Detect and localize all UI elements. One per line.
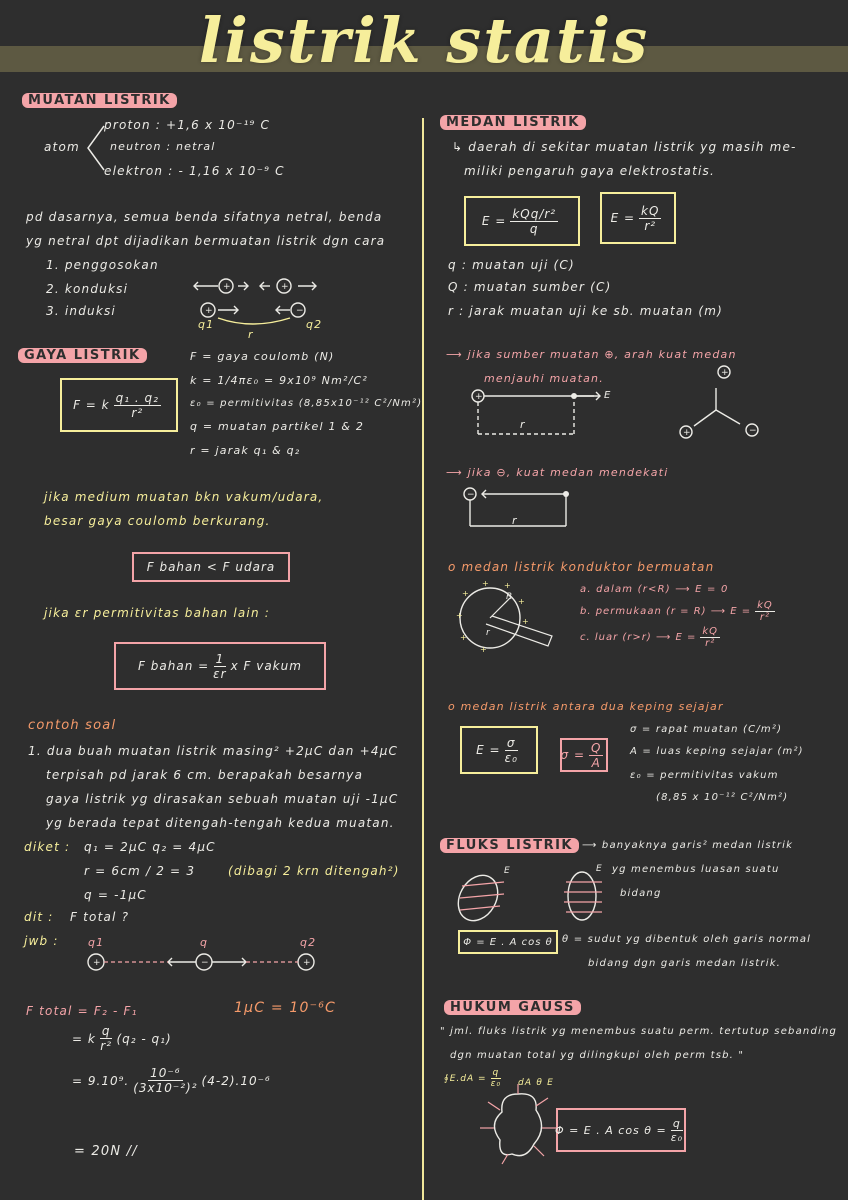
step2-den: (3x10⁻²)² — [133, 1081, 198, 1095]
medan-def: r : jarak muatan uji ke sb. muatan (m) — [448, 304, 723, 318]
gaya-def: k = 1/4πε₀ = 9x10⁹ Nm²/C² — [190, 374, 369, 387]
svg-text:+: + — [205, 306, 213, 316]
step1 — [72, 1024, 172, 1053]
coulomb-formula-box — [60, 378, 178, 432]
gauss-f-left: Φ = E . A cos θ = — [554, 1123, 667, 1137]
positive-line-2: menjauhi muatan. — [484, 372, 604, 385]
gauss-int-den: ε₀ — [490, 1079, 502, 1089]
positive-line-1: ⟶ jika sumber muatan ⊕, arah kuat medan — [446, 348, 737, 361]
heading-contoh-soal: contoh soal — [28, 718, 117, 733]
dit-label: dit : — [24, 910, 54, 924]
gaya-def: q = muatan partikel 1 & 2 — [190, 420, 365, 433]
gauss-surface-diagram — [478, 1088, 558, 1164]
method-item: 2. konduksi — [46, 282, 129, 296]
svg-text:+: + — [460, 633, 467, 642]
step2 — [72, 1066, 271, 1095]
soal-line: yg berada tepat ditengah-tengah kedua muatan. — [46, 816, 395, 830]
elektron-line: elektron : - 1,16 x 10⁻⁹ C — [104, 164, 285, 178]
method-item: 3. induksi — [46, 304, 116, 318]
konduktor-diagram — [452, 578, 562, 658]
step1-den: r² — [100, 1039, 113, 1053]
svg-text:+: + — [683, 428, 691, 438]
gauss-f-den: ε₀ — [670, 1130, 684, 1144]
coulomb-formula-num: q₁ . q₂ — [115, 390, 159, 405]
dit-value: F total ? — [70, 910, 130, 924]
gauss-quote-1: " jml. fluks listrik yg menembus suatu perm. tertutup sebanding — [440, 1026, 838, 1037]
soal-line: 1. dua buah muatan listrik masing² +2µC dan +4µC — [28, 744, 399, 758]
soal-line: terpisah pd jarak 6 cm. berapakah besarnya — [46, 768, 364, 782]
svg-text:+: + — [522, 617, 529, 626]
svg-text:+: + — [303, 958, 311, 968]
svg-text:−: − — [467, 490, 475, 500]
svg-text:+: + — [93, 958, 101, 968]
medan-f2-num: kQ — [641, 203, 660, 218]
induksi-q2: q2 — [306, 318, 323, 331]
medan-f1-den: q — [529, 221, 539, 236]
konduktor-r: r — [486, 628, 491, 638]
theta-line-2: bidang dgn garis medan listrik. — [588, 958, 782, 969]
neutron-line: neutron : netral — [110, 140, 216, 153]
gauss-int-num: q — [492, 1068, 500, 1078]
fluks-E-1: E — [504, 866, 511, 876]
svg-text:+: + — [482, 579, 489, 588]
gauss-int-left: ∮E.dA = — [444, 1073, 487, 1084]
diket-line-1: q₁ = 2µC q₂ = 4µC — [84, 840, 216, 854]
sigma-formula-box — [560, 738, 608, 772]
svg-text:−: − — [201, 958, 209, 968]
fbahan-left: F bahan = — [138, 659, 210, 673]
soal-line: gaya listrik yg dirasakan sebuah muatan uji -1µC — [46, 792, 399, 806]
sigma-num: Q — [591, 740, 602, 755]
keping-def: (8,85 x 10⁻¹² C²/Nm²) — [656, 792, 789, 803]
unit-conversion: 1µC = 10⁻⁶C — [234, 1000, 337, 1016]
fluks-def-1: ⟶ banyaknya garis² medan listrik — [582, 840, 794, 851]
sigma-left: σ = — [560, 748, 586, 762]
konduktor-b-num: kQ — [757, 600, 773, 611]
diket-line-3: q = -1µC — [84, 888, 147, 902]
svg-text:+: + — [518, 597, 525, 606]
ftotal-line: F total = F₂ - F₁ — [26, 1004, 138, 1018]
svg-text:−: − — [749, 426, 757, 436]
keping-f-num: σ — [506, 735, 516, 750]
medan-f2-left: E = — [610, 211, 636, 225]
fluks-E-2: E — [596, 864, 603, 874]
page-title: listrik statis — [198, 4, 650, 77]
konduktor-c — [580, 626, 724, 649]
induksi-diagram — [190, 276, 330, 342]
coulomb-formula-den: r² — [131, 405, 144, 420]
diket-note: (dibagi 2 krn ditengah²) — [228, 864, 400, 878]
method-item: 1. penggosokan — [46, 258, 159, 272]
positive-r: r — [520, 418, 526, 431]
negative-field-diagram — [462, 484, 582, 534]
fbahan-den: εr — [213, 666, 227, 681]
heading-hukum-gauss: HUKUM GAUSS — [444, 1000, 581, 1015]
fbahan-formula-box — [114, 642, 326, 690]
medan-f1-left: E = — [481, 214, 507, 228]
diket-label: diket : — [24, 840, 71, 854]
step2-tail: (4-2).10⁻⁶ — [201, 1073, 271, 1088]
fluks-def-2: yg menembus luasan suatu — [612, 864, 780, 875]
sigma-den: A — [591, 755, 601, 770]
keping-f-den: ε₀ — [504, 750, 518, 765]
step2-num: 10⁻⁶ — [150, 1066, 181, 1080]
konduktor-b-den: r² — [759, 612, 771, 623]
gaya-def: ε₀ = permitivitas (8,85x10⁻¹² C²/Nm²) — [190, 398, 423, 409]
keping-def: σ = rapat muatan (C/m²) — [630, 724, 783, 735]
jwb-q2: q2 — [300, 936, 317, 949]
keping-formula-box — [460, 726, 538, 774]
atom-label: atom — [44, 140, 80, 154]
gauss-quote-2: dgn muatan total yg dilingkupi oleh perm tsb. " — [450, 1050, 745, 1061]
konduktor-b-text: b. permukaan (r = R) ⟶ E = — [580, 606, 752, 617]
medium-line-1: jika medium muatan bkn vakum/udara, — [44, 490, 324, 504]
negative-r: r — [512, 514, 518, 527]
medan-f2-den: r² — [644, 218, 657, 233]
heading-konduktor: o medan listrik konduktor bermuatan — [448, 560, 715, 574]
heading-muatan-listrik: MUATAN LISTRIK — [22, 93, 177, 108]
medan-def-2: miliki pengaruh gaya elektrostatis. — [464, 164, 716, 178]
heading-keping-sejajar: o medan listrik antara dua keping sejajar — [448, 700, 724, 713]
medan-def-1: ↳ daerah di sekitar muatan listrik yg masih me- — [452, 140, 797, 154]
step1-left: = k — [72, 1031, 96, 1046]
positive-E: E — [604, 390, 612, 401]
konduktor-c-text: c. luar (r>r) ⟶ E = — [580, 632, 697, 643]
fluks-formula-box: Φ = E . A cos θ — [458, 930, 558, 954]
gaya-def: r = jarak q₁ & q₂ — [190, 444, 301, 457]
heading-medan-listrik: MEDAN LISTRIK — [440, 115, 586, 130]
svg-text:+: + — [504, 581, 511, 590]
konduktor-c-num: kQ — [702, 626, 719, 637]
jwb-q: q — [200, 936, 209, 949]
medan-def: Q : muatan sumber (C) — [448, 280, 612, 294]
proton-line: proton : +1,6 x 10⁻¹⁹ C — [104, 118, 271, 132]
fbahan-tail: x F vakum — [230, 659, 302, 673]
step1-tail: (q₂ - q₁) — [116, 1031, 172, 1046]
step1-num: q — [101, 1024, 111, 1038]
konduktor-b — [580, 600, 779, 623]
svg-text:+: + — [223, 282, 231, 292]
svg-text:+: + — [462, 589, 469, 598]
gauss-f-num: q — [672, 1116, 681, 1130]
para-line-2: yg netral dpt dijadikan bermuatan listrik dgn cara — [26, 234, 386, 248]
permitivity-line: jika εr permitivitas bahan lain : — [44, 606, 271, 620]
gauss-dae-label: dA θ E — [518, 1078, 554, 1088]
svg-text:−: − — [296, 306, 304, 316]
keping-def: A = luas keping sejajar (m²) — [630, 746, 804, 757]
gauss-integral — [444, 1068, 505, 1089]
jwb-q1: q1 — [88, 936, 105, 949]
induksi-q1: q1 — [198, 318, 215, 331]
heading-fluks-listrik: FLUKS LISTRIK — [440, 838, 579, 853]
medan-f1-num: kQq/r² — [512, 206, 557, 221]
gauss-formula-box — [556, 1108, 686, 1152]
svg-text:+: + — [281, 282, 289, 292]
result-line: = 20N // — [74, 1144, 138, 1159]
fbahan-num: 1 — [215, 651, 225, 666]
induksi-r: r — [248, 328, 254, 341]
coulomb-formula-left: F = k — [73, 398, 110, 412]
column-divider — [422, 118, 424, 1200]
fluks-diagram — [456, 868, 606, 924]
medan-formula-1 — [464, 196, 580, 246]
negative-line: ⟶ jika ⊖, kuat medan mendekati — [446, 466, 669, 479]
konduktor-R: R — [506, 592, 514, 602]
svg-text:+: + — [456, 611, 463, 620]
jwb-diagram — [84, 952, 324, 974]
gaya-def: F = gaya coulomb (N) — [190, 350, 335, 363]
konduktor-a: a. dalam (r<R) ⟶ E = 0 — [580, 584, 729, 595]
jwb-label: jwb : — [24, 934, 59, 948]
force-inequality-box: F bahan < F udara — [132, 552, 290, 582]
diket-line-2: r = 6cm / 2 = 3 — [84, 864, 196, 878]
svg-text:+: + — [480, 645, 487, 654]
heading-gaya-listrik: GAYA LISTRIK — [18, 348, 147, 363]
keping-f-left: E = — [476, 743, 501, 757]
step2-left: = 9.10⁹. — [72, 1073, 130, 1088]
theta-line-1: θ = sudut yg dibentuk oleh garis normal — [562, 934, 812, 945]
svg-text:+: + — [475, 392, 483, 402]
keping-def: ε₀ = permitivitas vakum — [630, 770, 779, 781]
fluks-def-3: bidang — [620, 888, 662, 899]
medan-formula-2 — [600, 192, 676, 244]
svg-text:+: + — [721, 368, 729, 378]
para-line-1: pd dasarnya, semua benda sifatnya netral, benda — [26, 210, 383, 224]
konduktor-c-den: r² — [705, 638, 716, 649]
medium-line-2: besar gaya coulomb berkurang. — [44, 514, 271, 528]
medan-def: q : muatan uji (C) — [448, 258, 575, 272]
